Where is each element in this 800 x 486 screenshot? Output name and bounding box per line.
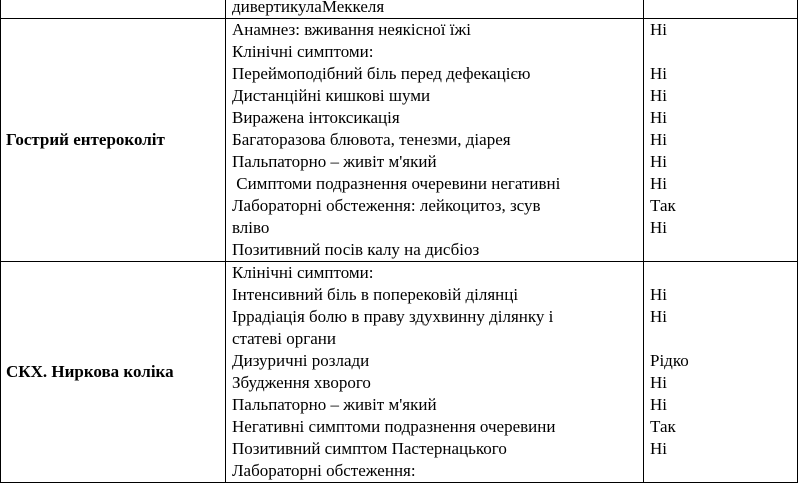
symptom-text: Збудження хворого [232, 373, 371, 392]
symptoms-cell [226, 19, 644, 262]
answer-text: Ні [650, 218, 667, 237]
answer-text: Рідко [650, 351, 689, 370]
answer-text: Ні [650, 152, 667, 171]
symptom-text: статеві органи [232, 329, 336, 348]
symptom-text: Позитивний посів калу на дисбіоз [232, 240, 480, 259]
symptom-text: Негативні симптоми подразнення очеревини [232, 417, 556, 436]
answer-text [644, 460, 797, 482]
symptom-text: Переймоподібний біль перед дефекацією [232, 64, 531, 83]
answer-text [644, 328, 797, 350]
symptom-text: Клінічні симптоми: [232, 263, 374, 282]
symptom-text: Пальпаторно – живіт м'який [232, 152, 437, 171]
answer-text [644, 41, 797, 63]
answer-text: Ні [650, 86, 667, 105]
table-row-continuation [1, 0, 798, 19]
symptom-text: Анамнез: вживання неякісної їжі [232, 20, 471, 39]
answer-text: Ні [650, 307, 667, 326]
answer-text: Ні [650, 64, 667, 83]
answer-text: Ні [650, 395, 667, 414]
answer-text: Ні [650, 20, 667, 39]
symptom-text: Виражена інтоксикація [232, 108, 400, 127]
answer-text: Ні [650, 174, 667, 193]
symptom-text: вліво [232, 218, 270, 237]
answer-text: Так [650, 417, 676, 436]
symptom-text: Дизуричні розлади [232, 351, 370, 370]
answer-text: Так [650, 196, 676, 215]
symptom-text: Пальпаторно – живіт м'який [232, 395, 437, 414]
answer-text [644, 262, 797, 284]
diagnosis-name: Гострий ентероколіт [1, 19, 226, 262]
symptom-text: Іррадіація болю в праву здухвинну ділянку і [232, 307, 554, 326]
answers-cell [644, 262, 798, 483]
symptom-text: Дистанційні кишкові шуми [232, 86, 431, 105]
symptoms-cell [226, 0, 644, 19]
answers-cell-empty [644, 0, 798, 19]
answer-text: Ні [650, 373, 667, 392]
symptom-text: Симптоми подразнення очеревини негативні [232, 174, 561, 193]
symptom-text: дивертикулаМеккеля [232, 0, 385, 16]
diagnosis-name: СКХ. Ниркова коліка [1, 262, 226, 483]
symptom-text: Лабораторні обстеження: лейкоцитоз, зсув [232, 196, 541, 215]
symptoms-cell [226, 262, 644, 483]
answer-text: Ні [650, 439, 667, 458]
symptom-text: Позитивний симптом Пастернацького [232, 439, 507, 458]
answers-cell [644, 19, 798, 262]
answer-text: Ні [650, 130, 667, 149]
table-row-renal-colic [1, 262, 798, 483]
symptom-text: Клінічні симптоми: [232, 42, 374, 61]
table-row-enterocolitis [1, 19, 798, 262]
answer-text: Ні [650, 285, 667, 304]
answer-text: Ні [650, 108, 667, 127]
symptom-text: Багаторазова блювота, тенезми, діарея [232, 130, 511, 149]
diagnosis-name-cell-empty [1, 0, 226, 19]
symptom-text: Інтенсивний біль в поперековій ділянці [232, 285, 519, 304]
answer-text [644, 239, 797, 261]
symptom-text: Лабораторні обстеження: [232, 461, 416, 480]
